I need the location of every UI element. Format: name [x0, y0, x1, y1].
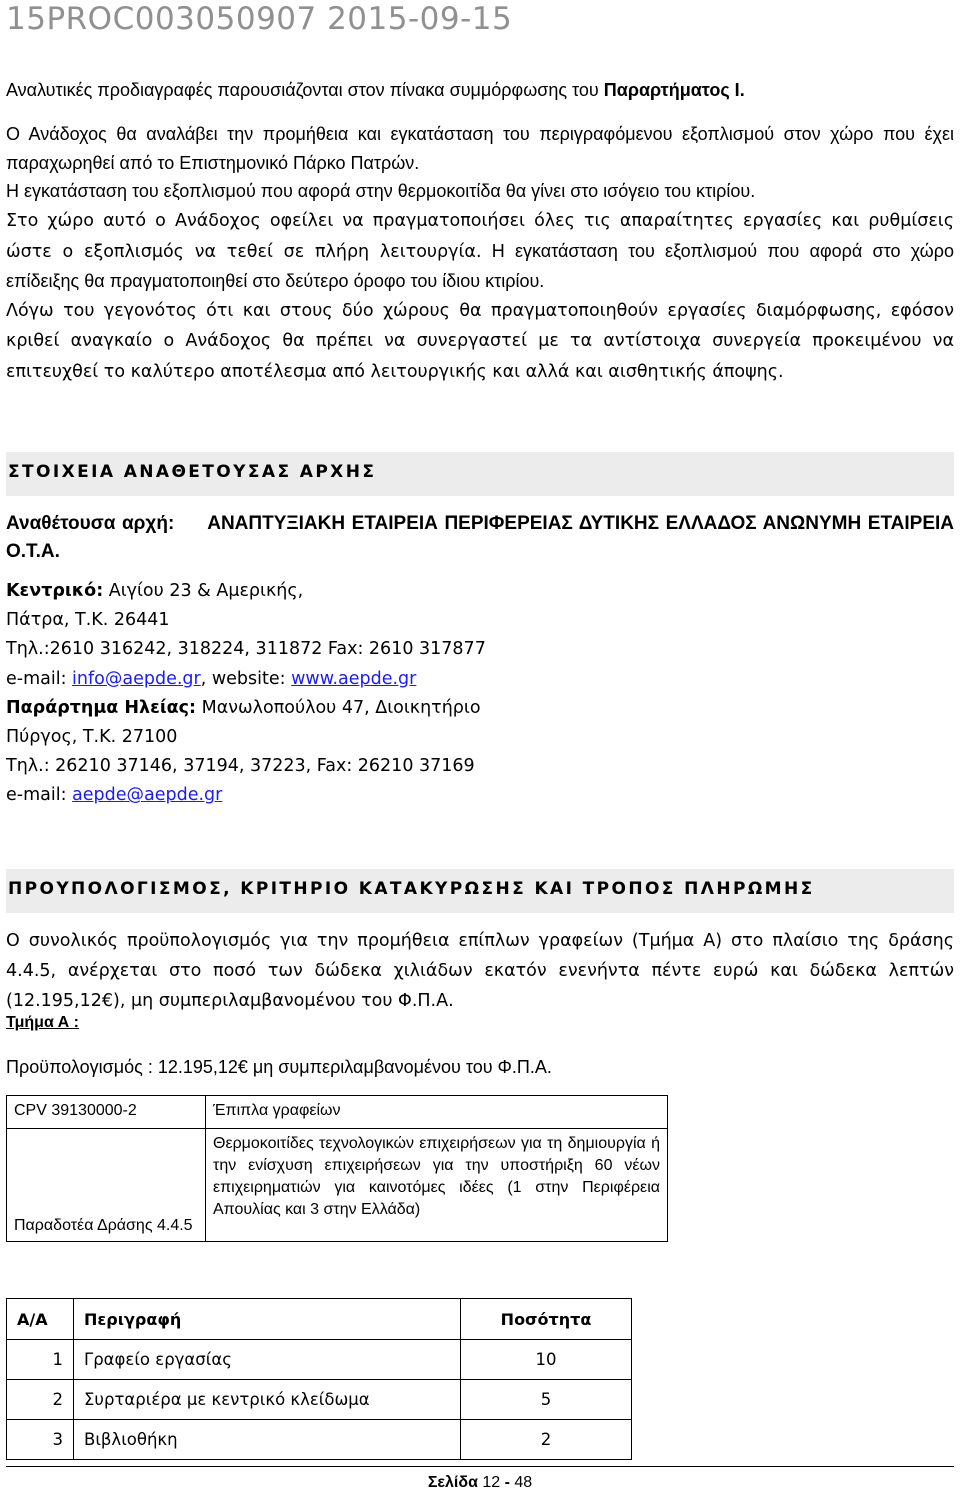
- cpv-description: Έπιπλα γραφείων: [206, 1096, 668, 1129]
- page-footer: [0, 1474, 960, 1492]
- hq-email-link[interactable]: info@aepde.gr: [72, 668, 201, 689]
- document-id: 15PROC003050907 2015-09-15: [6, 1, 513, 37]
- page-label: Σελίδα: [427, 1474, 478, 1491]
- footer-divider: [6, 1466, 954, 1467]
- table-row: [7, 1380, 632, 1420]
- page-number: 12: [482, 1474, 501, 1491]
- email-label: e-mail:: [6, 668, 73, 689]
- incubator-sentence: Η εγκατάσταση του εξοπλισμού που αφορά στην θερμοκοιτίδα θα γίνει στο ισόγειο του κτιρίου.: [6, 181, 756, 201]
- row-quantity: 5: [461, 1380, 632, 1420]
- budget-line: Προϋπολογισμός : 12.195,12€ μη συμπεριλαμβανομένου του Φ.Π.Α.: [6, 1057, 552, 1077]
- deliverable-label: Παραδοτέα Δράσης 4.4.5: [7, 1129, 206, 1242]
- row-description: Βιβλιοθήκη: [74, 1420, 461, 1460]
- row-quantity: 10: [461, 1340, 632, 1380]
- cooperation-sentence: Λόγω του γεγονότος ότι και στους δύο χώρους θα πραγματοποιηθούν εργασίες διαμόρφωσης, εφόσον κριθεί αναγκαίο ο Ανάδοχος θα πρέπει να συνεργαστεί με τα αντίστοιχα συνεργεία προκειμένου να επιτευχθεί το καλύτερο αποτέλεσμα από λειτουργικής και αλλά και αισθητικής άποψης.: [6, 301, 954, 382]
- header-quantity: Ποσότητα: [461, 1299, 632, 1340]
- setup-sentence: Στο χώρο αυτό ο Ανάδοχος οφείλει να πραγματοποιήσει όλες τις απαραίτητες εργασίες και ρυθμίσεις ώστε ο εξοπλισμός να τεθεί σε πλήρη λειτουργία.: [6, 211, 954, 262]
- hq-phone: Τηλ.:2610 316242, 318224, 311872 Fax: 2610 317877: [6, 639, 486, 660]
- website-label: , website:: [200, 668, 292, 689]
- branch-phone: Τηλ.: 26210 37146, 37194, 37223, Fax: 26210 37169: [6, 756, 475, 777]
- authority-label: Αναθέτουσα αρχή:: [6, 513, 175, 534]
- installation-paragraph: Ο Ανάδοχος θα αναλάβει την προμήθεια και εγκατάσταση του περιγραφόμενου εξοπλισμού στον χώρο που έχει παραχωρηθεί από το Επιστημονικό Πάρκο Πατρών.: [6, 124, 954, 174]
- hq-address: Αιγίου 23 & Αμερικής,: [103, 581, 304, 601]
- page-total: 48: [514, 1474, 533, 1491]
- website-link[interactable]: www.aepde.gr: [291, 668, 417, 689]
- page-separator: -: [500, 1474, 515, 1491]
- specs-paragraph: Αναλυτικές προδιαγραφές παρουσιάζονται στον πίνακα συμμόρφωσης του Παραρτήματος Ι.: [6, 80, 745, 100]
- branch-address: Μανωλοπούλου 47, Διοικητήριο: [196, 697, 481, 718]
- showroom-sentence: Η εγκατάσταση του εξοπλισμού που αφορά στο χώρο επίδειξης θα πραγματοποιηθεί στο δεύτερο όροφο του ίδιου κτιρίου.: [6, 240, 954, 291]
- row-num: 2: [7, 1380, 74, 1420]
- branch-email-label: e-mail:: [6, 785, 73, 806]
- cpv-code: CPV 39130000-2: [7, 1096, 206, 1129]
- contracting-authority: [6, 510, 954, 566]
- installation-details-paragraph: [6, 177, 954, 387]
- branch-email-link[interactable]: aepde@aepde.gr: [72, 785, 223, 806]
- row-num: 3: [7, 1420, 74, 1460]
- table-row: [7, 1340, 632, 1380]
- cpv-table: [6, 1095, 668, 1242]
- hq-label: Κεντρικό:: [6, 581, 104, 601]
- section-heading-budget: ΠΡΟΥΠΟΛΟΓΙΣΜΟΣ, ΚΡΙΤΗΡΙΟ ΚΑΤΑΚΥΡΩΣΗΣ ΚΑΙ ΤΡΟΠΟΣ ΠΛΗΡΩΜΗΣ: [6, 869, 954, 913]
- hq-city: Πάτρα, Τ.Κ. 26441: [6, 610, 170, 631]
- table-row: [7, 1420, 632, 1460]
- branch-label: Παράρτημα Ηλείας:: [6, 697, 197, 718]
- items-header-row: [7, 1299, 632, 1340]
- deliverable-description: Θερμοκοιτίδες τεχνολογικών επιχειρήσεων για τη δημιουργία ή την ενίσχυση επιχειρήσεων για την υποστήριξη 60 νέων επιχειρηματιών για καινοτόμες ιδέες (1 στην Περιφέρεια Απουλίας και 3 στην Ελλάδα): [206, 1129, 668, 1242]
- branch-city: Πύργος, Τ.Κ. 27100: [6, 727, 178, 748]
- items-table: [6, 1298, 632, 1460]
- budget-paragraph: Ο συνολικός προϋπολογισμός για την προμήθεια επίπλων γραφείων (Τμήμα Α) στο πλαίσιο της δράσης 4.4.5, ανέρχεται στο ποσό των δώδεκα χιλιάδων εκατόν ενενήντα πέντε ευρώ και δώδεκα λεπτών (12.195,12€), μη συμπεριλαμβανομένου του Φ.Π.Α.: [6, 931, 954, 1011]
- contact-block: [6, 577, 486, 811]
- row-num: 1: [7, 1340, 74, 1380]
- authority-name: ΑΝΑΠΤΥΞΙΑΚΗ ΕΤΑΙΡΕΙΑ ΠΕΡΙΦΕΡΕΙΑΣ ΔΥΤΙΚΗΣ ΕΛΛΑΔΟΣ ΑΝΩΝΥΜΗ ΕΤΑΙΡΕΙΑ Ο.Τ.Α.: [6, 513, 954, 562]
- row-quantity: 2: [461, 1420, 632, 1460]
- header-num: Α/Α: [7, 1299, 74, 1340]
- row-description: Συρταριέρα με κεντρικό κλείδωμα: [74, 1380, 461, 1420]
- row-description: Γραφείο εργασίας: [74, 1340, 461, 1380]
- section-heading-authority: ΣΤΟΙΧΕΙΑ ΑΝΑΘΕΤΟΥΣΑΣ ΑΡΧΗΣ: [6, 452, 954, 496]
- section-a-label: Τμήμα Α :: [6, 1014, 79, 1031]
- header-description: Περιγραφή: [74, 1299, 461, 1340]
